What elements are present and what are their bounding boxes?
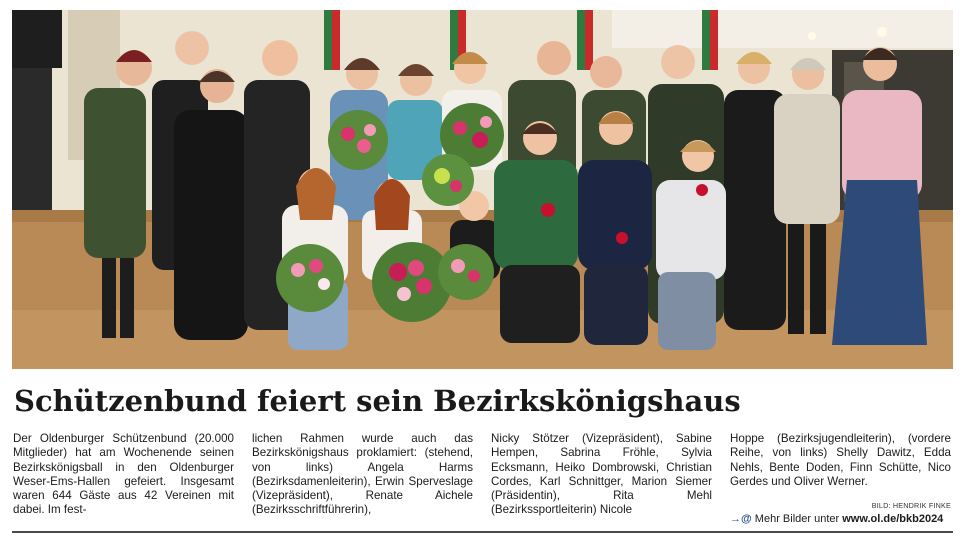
group-photo <box>12 10 953 369</box>
more-photos-label: Mehr Bilder unter <box>754 513 840 525</box>
full-article-text <box>0 0 1 1</box>
article-column-4 <box>730 432 951 526</box>
stage-cabinet <box>12 68 52 218</box>
article-column-3: Nicky Stötzer (Vizepräsident), Sabine Hempen, Sabrina Fröhle, Sylvia Ecksmann, Heiko Dombrowski, Christian Cordes, Karl Schnittger, Marion Siemer (Präsidentin), Rita Mehl (Bezirkssportleiterin) Nicole <box>491 432 712 517</box>
more-photos-line <box>730 512 951 526</box>
article-column-1: Der Oldenburger Schützenbund (20.000 Mitglieder) hat am Wochenende seinen Bezirkskönigsball in den Oldenburger Weser-Ems-Hallen gefeiert. Insgesamt waren 644 Gäste aus 42 Vereinen mit dabei. Im fest- <box>13 432 234 517</box>
article-body <box>13 432 951 526</box>
photo-credit: BILD: HENDRIK FINKE <box>871 501 951 510</box>
article-column-4-text: Hoppe (Bezirksjugendleiterin), (vordere Reihe, von links) Shelly Dawitz, Edda Nehls, Bente Doden, Finn Schütte, Nico Gerdes und Oliver Werner. <box>730 432 951 488</box>
headline: Schützenbund feiert sein Bezirkskönigshaus <box>14 384 741 418</box>
speaker <box>12 10 62 68</box>
arrow-at-icon: →@ <box>730 513 752 525</box>
bottom-rule <box>12 531 953 533</box>
article-column-2: lichen Rahmen wurde auch das Bezirkskönigshaus proklamiert: (stehend, von links) Angela Harms (Bezirksdamenleiterin), Erwin Sperveslage (Vizepräsident), Renate Aichele (Bezirksschriftführerin), <box>252 432 473 517</box>
ceiling-lights <box>612 10 953 48</box>
more-photos-link[interactable]: www.ol.de/bkb2024 <box>842 513 944 525</box>
